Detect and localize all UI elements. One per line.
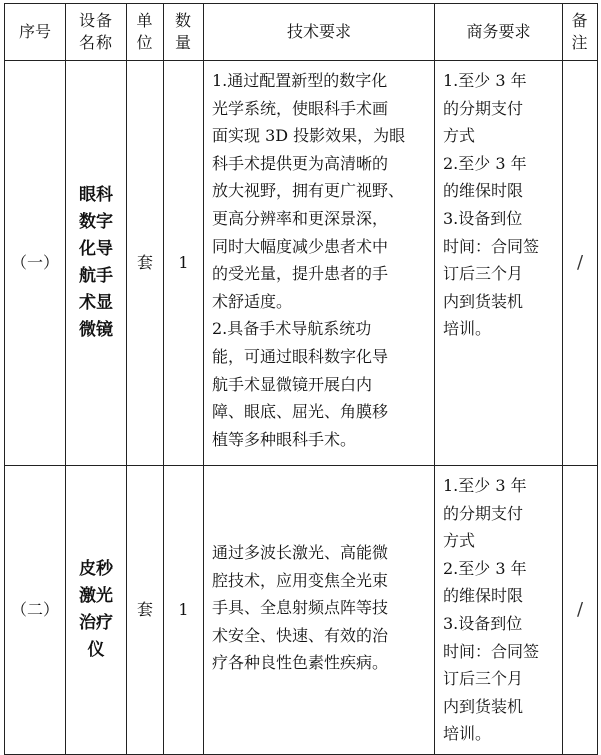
- header-device-name: 设备 名称: [66, 4, 127, 61]
- business-requirement-line: 的分期支付: [443, 98, 524, 118]
- technical-requirement-line: 航手术显微镜开展白内: [212, 374, 373, 394]
- business-requirement-line: 方式: [443, 126, 476, 146]
- business-requirements-cell: [435, 61, 563, 466]
- technical-requirement-line: 植等多种眼科手术。: [212, 429, 357, 449]
- device-name-line: 微镜: [79, 320, 113, 340]
- procurement-requirements-table: [4, 3, 598, 755]
- table-row: [5, 466, 598, 755]
- device-name-line: 术显: [79, 293, 113, 313]
- device-name-line: 化导: [79, 239, 113, 259]
- business-requirement-line: 订后三个月: [443, 264, 524, 284]
- business-requirement-line: 时间：合同签: [443, 641, 540, 661]
- business-requirement-line: 1.至少 3 年: [443, 71, 527, 90]
- business-requirement-line: 内到货装机: [443, 696, 524, 716]
- unit-cell: 套: [127, 466, 164, 755]
- technical-requirement-line: 的受光量，提升患者的手: [212, 264, 389, 284]
- business-requirement-line: 的维保时限: [443, 181, 524, 201]
- quantity-cell: 1: [164, 466, 204, 755]
- technical-requirement-line: 同时大幅度减少患者术中: [212, 236, 389, 256]
- header-quantity: 数 量: [164, 4, 204, 61]
- header-seq: 序号: [5, 4, 66, 61]
- technical-requirement-line: 术安全、快速、有效的治: [212, 625, 389, 645]
- device-name-cell: [66, 466, 127, 755]
- device-name-line: 航手: [79, 266, 113, 286]
- technical-requirement-line: 1.通过配置新型的数字化: [212, 71, 388, 90]
- unit-cell: 套: [127, 61, 164, 466]
- business-requirement-line: 3.设备到位: [443, 208, 523, 228]
- technical-requirement-line: 障、眼底、屈光、角膜移: [212, 402, 389, 422]
- technical-requirement-line: 放大视野，拥有更广视野、: [212, 181, 405, 201]
- device-name-line: 数字: [79, 212, 113, 232]
- table-row: [5, 61, 598, 466]
- business-requirement-line: 的维保时限: [443, 586, 524, 606]
- seq-cell: （二）: [5, 466, 66, 755]
- device-name-line: 激光: [79, 586, 113, 606]
- device-name-line: 仪: [87, 640, 105, 660]
- business-requirement-line: 的分期支付: [443, 503, 524, 523]
- technical-requirement-line: 手具、全息射频点阵等技: [212, 598, 389, 618]
- business-requirement-line: 方式: [443, 531, 476, 551]
- technical-requirement-line: 术舒适度。: [212, 291, 293, 311]
- business-requirement-line: 培训。: [443, 724, 492, 744]
- technical-requirements-cell: [204, 61, 435, 466]
- technical-requirement-line: 疗各种良性色素性疾病。: [212, 653, 389, 673]
- business-requirement-line: 2.至少 3 年: [443, 558, 527, 578]
- remark-cell: /: [563, 61, 598, 466]
- technical-requirement-line: 通过多波长激光、高能微: [212, 543, 389, 563]
- business-requirement-line: 3.设备到位: [443, 613, 523, 633]
- device-name-line: 治疗: [79, 613, 113, 633]
- technical-requirement-line: 科手术提供更为高清晰的: [212, 153, 389, 173]
- device-name-line: 皮秒: [79, 559, 113, 579]
- header-business-requirements: 商务要求: [435, 4, 563, 61]
- header-unit: 单 位: [127, 4, 164, 61]
- header-technical-requirements: 技术要求: [204, 4, 435, 61]
- seq-cell: （一）: [5, 61, 66, 466]
- business-requirement-line: 订后三个月: [443, 669, 524, 689]
- business-requirement-line: 2.至少 3 年: [443, 153, 527, 173]
- technical-requirement-line: 光学系统，使眼科手术画: [212, 98, 389, 118]
- quantity-cell: 1: [164, 61, 204, 466]
- header-remark: 备 注: [563, 4, 598, 61]
- technical-requirement-line: 2.具备手术导航系统功: [212, 319, 372, 339]
- business-requirements-cell: [435, 466, 563, 755]
- device-name-cell: [66, 61, 127, 466]
- technical-requirement-line: 更高分辨率和更深景深，: [212, 208, 389, 228]
- technical-requirement-line: 面实现 3D 投影效果，为眼: [212, 126, 406, 146]
- technical-requirement-line: 腔技术，应用变焦全光束: [212, 570, 389, 590]
- technical-requirement-line: 能，可通过眼科数字化导: [212, 346, 389, 366]
- device-name-line: 眼科: [79, 185, 113, 205]
- business-requirement-line: 内到货装机: [443, 291, 524, 311]
- business-requirement-line: 时间：合同签: [443, 236, 540, 256]
- business-requirement-line: 培训。: [443, 319, 492, 339]
- header-row: [5, 4, 598, 61]
- technical-requirements-cell: [204, 466, 435, 755]
- remark-cell: /: [563, 466, 598, 755]
- business-requirement-line: 1.至少 3 年: [443, 476, 527, 495]
